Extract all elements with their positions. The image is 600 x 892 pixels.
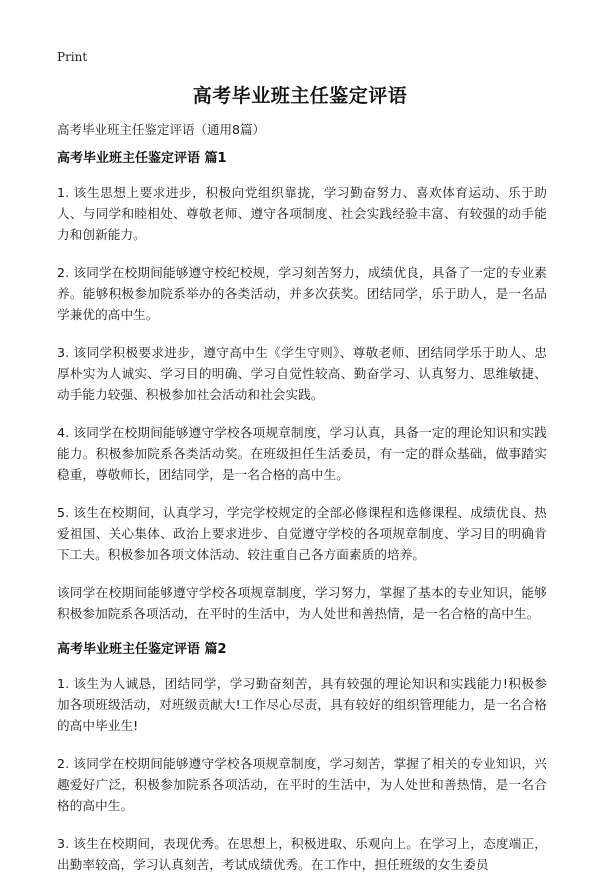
paragraph: 2. 该同学在校期间能够遵守校纪校规，学习刻苦努力，成绩优良，具备了一定的专业素养。能够积极参加院系举办的各类活动，并多次获奖。团结同学，乐于助人，是一名品学兼优的高中生。 [57, 265, 547, 322]
paragraph: 1. 该生为人诚恳，团结同学，学习勤奋刻苦，具有较强的理论知识和实践能力!积极参加各项班级活动，对班级贡献大!工作尽心尽责，具有较好的组织管理能力，是一名合格的高中毕业生! [57, 676, 547, 733]
paragraph: 2. 该同学在校期间能够遵守学校各项规章制度，学习刻苦，掌握了相关的专业知识，兴趣爱好广泛，积极参加院系各项活动，在平时的生活中，为人处世和善热情，是一名合格的高中生。 [57, 756, 547, 813]
document-content [57, 150, 547, 892]
section-2 [57, 641, 547, 875]
paragraph: 3. 该生在校期间，表现优秀。在思想上，积极进取、乐观向上。在学习上，态度端正，出勤率较高，学习认真刻苦，考试成绩优秀。在工作中，担任班级的女生委员 [57, 836, 547, 872]
paragraph: 4. 该同学在校期间能够遵守学校各项规章制度，学习认真，具备一定的理论知识和实践能力。积极参加院系各类活动奖。在班级担任生活委员，有一定的群众基础，做事踏实稳重，尊敬师长，团结同学，是一名合格的高中生。 [57, 425, 547, 482]
section-1 [57, 150, 547, 624]
page-subtitle: 高考毕业班主任鉴定评语（通用8篇） [57, 122, 265, 137]
paragraph: 3. 该同学积极要求进步，遵守高中生《学生守则》、尊敬老师、团结同学乐于助人、忠厚朴实为人诚实、学习目的明确、学习自觉性较高、勤奋学习、认真努力、思维敏捷、动手能力较强、积极参加社会活动和社会实践。 [57, 345, 547, 402]
paragraph: 5. 该生在校期间，认真学习，学完学校规定的全部必修课程和选修课程、成绩优良、热爱祖国、关心集体、政治上要求进步、自觉遵守学校的各项规章制度、学习目的明确肯下工夫。积极参加各项文体活动、较注重自己各方面素质的培养。 [57, 505, 547, 562]
paragraph: 该同学在校期间能够遵守学校各项规章制度，学习努力，掌握了基本的专业知识，能够积极参加院系各项活动，在平时的生活中，为人处世和善热情，是一名合格的高中生。 [57, 585, 547, 621]
print-label[interactable]: Print [57, 50, 88, 64]
paragraph: 1. 该生思想上要求进步，积极向党组织靠拢，学习勤奋努力、喜欢体育运动、乐于助人、与同学和睦相处、尊敬老师、遵守各项制度、社会实践经验丰富、有较强的动手能力和创新能力。 [57, 185, 547, 242]
section-heading: 高考毕业班主任鉴定评语 篇1 [57, 151, 227, 166]
section-heading: 高考毕业班主任鉴定评语 篇2 [57, 642, 227, 657]
page-title: 高考毕业班主任鉴定评语 [192, 85, 408, 107]
